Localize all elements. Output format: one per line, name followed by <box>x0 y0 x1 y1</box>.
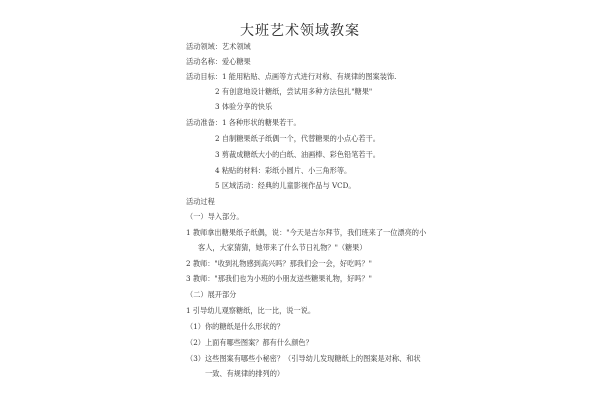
section1-item-2: 2 教师："收到礼物感到高兴吗？那我们会一会，好吃吗？" <box>186 259 372 268</box>
prep-line-3: 3 剪裁成糖纸大小的白纸、油画棒、彩色铅笔若干。 <box>215 150 380 159</box>
prep-line-1: 活动准备：1 各种形状的糖果若干。 <box>186 118 301 127</box>
section2-heading: （二）展开部分 <box>186 290 237 299</box>
process-heading: 活动过程 <box>186 197 215 206</box>
activity-field: 活动领域：艺术领域 <box>186 42 251 51</box>
section1-item-1-cont: 客人，大家猜猜，她带来了什么节日礼物？"（糖果） <box>198 243 367 252</box>
activity-name: 活动名称：爱心糖果 <box>186 57 251 66</box>
section2-item-1: 1 引导幼儿观察糖纸，比一比，说一说。 <box>186 306 316 315</box>
prep-line-4: 4 粘贴的材料：彩纸小圆片、小三角形等。 <box>215 166 352 175</box>
goal-line-1: 活动目标：1 能用粘贴、点画等方式进行对称、有规律的图案装饰. <box>186 72 397 81</box>
document-title: 大班艺术领域教案 <box>240 23 360 39</box>
section1-heading: （一）导入部分。 <box>186 212 244 221</box>
goal-line-3: 3 体验分享的快乐 <box>215 102 273 111</box>
section1-item-3: 3 教师："那我们也为小班的小朋友送些糖果礼物，好吗？" <box>186 274 372 283</box>
prep-line-5: 5 区域活动：经典的儿童影视作品与 VCD。 <box>215 181 356 190</box>
section1-item-1: 1 教师拿出糖果纸子纸偶，说："今天是吉尔拜节，我们班来了一位漂亮的小 <box>186 228 427 237</box>
section2-question-3: （3）这些图案有哪些小秘密？（引导幼儿发现糖纸上的图案是对称、和状 <box>186 354 421 363</box>
section2-question-2: （2）上面有哪些图案？都有什么颜色？ <box>186 338 313 347</box>
goal-line-2: 2 有创意地设计糖纸，尝试用多种方法包扎"糖果" <box>215 87 373 96</box>
section2-question-1: （1）你的糖纸是什么形状的？ <box>186 322 285 331</box>
prep-line-2: 2 自制糖果纸子纸偶一个，代替糖果的小点心若干。 <box>215 134 380 143</box>
section2-question-3-cont: 一致、有规律的排列的） <box>205 369 285 378</box>
